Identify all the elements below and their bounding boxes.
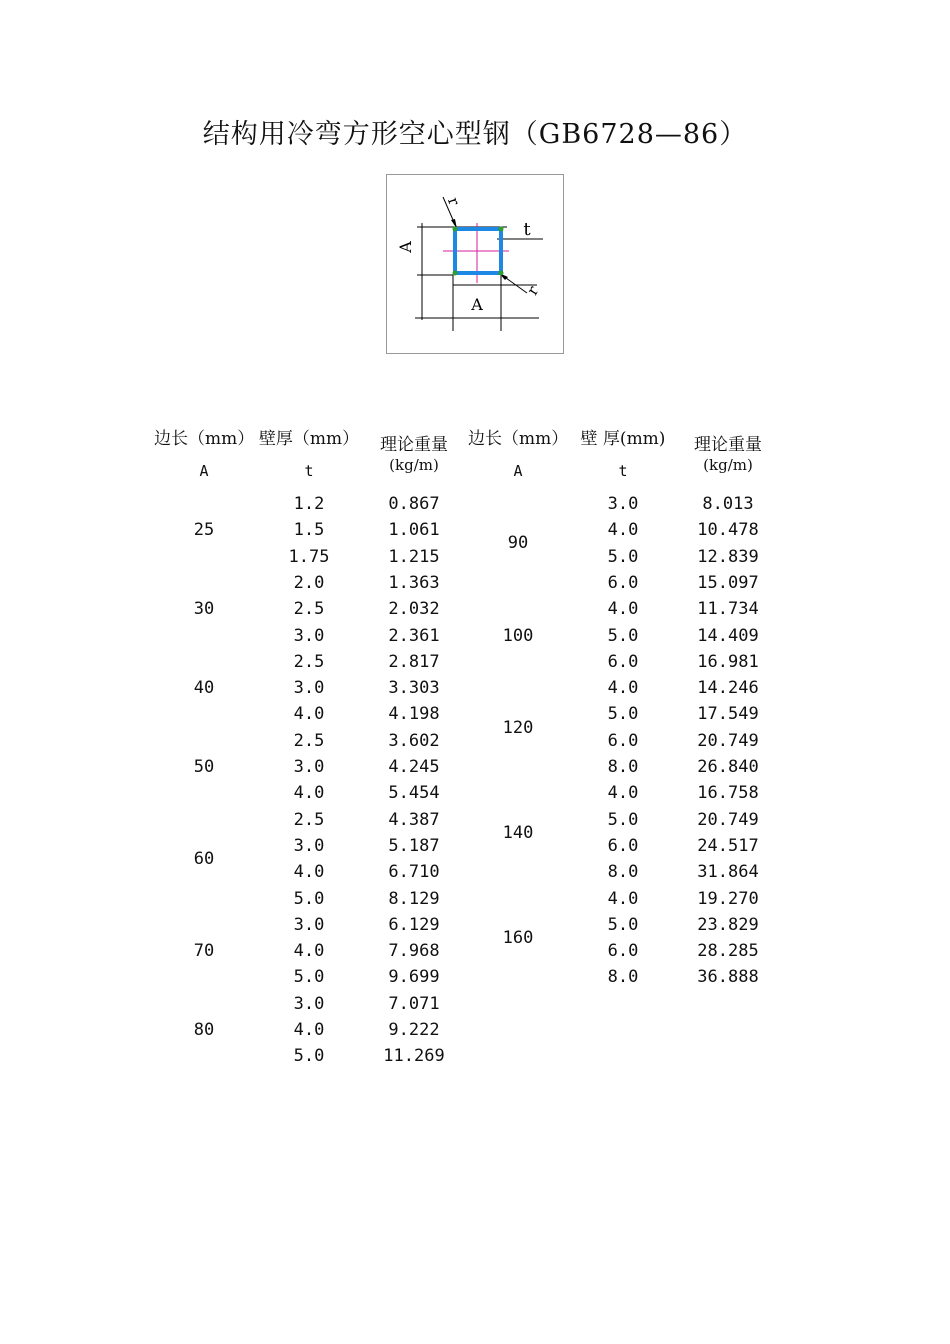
weight-cell: 26.840 bbox=[697, 757, 759, 777]
header-side-sym-left: A bbox=[199, 462, 209, 480]
thickness-cell: 3.0 bbox=[293, 625, 325, 646]
label-A-left: A bbox=[396, 241, 415, 253]
thickness-cell: 3.0 bbox=[293, 993, 325, 1014]
weight-cell: 0.867 bbox=[388, 494, 440, 514]
thickness-cell: 4.0 bbox=[607, 599, 639, 620]
weight-cell: 1.363 bbox=[388, 572, 440, 593]
weight-cell: 5.454 bbox=[388, 783, 440, 804]
side-cell: 100 bbox=[502, 625, 534, 646]
header-thick-left: 壁厚（mm） bbox=[258, 429, 360, 449]
thickness-cell: 3.0 bbox=[293, 914, 325, 935]
thickness-cell: 5.0 bbox=[607, 704, 639, 725]
thickness-cell: 4.0 bbox=[293, 783, 325, 804]
thickness-cell: 6.0 bbox=[607, 572, 639, 593]
thickness-cell: 3.0 bbox=[607, 494, 639, 514]
weight-cell: 28.285 bbox=[697, 941, 759, 962]
thickness-cell: 5.0 bbox=[293, 1046, 325, 1067]
thickness-cell: 1.75 bbox=[288, 546, 330, 567]
thickness-cell: 1.2 bbox=[293, 494, 325, 514]
thickness-cell: 4.0 bbox=[293, 1020, 325, 1040]
thickness-cell: 8.0 bbox=[607, 757, 639, 777]
weight-cell: 7.071 bbox=[388, 993, 440, 1014]
side-cell: 120 bbox=[502, 717, 534, 738]
thickness-cell: 1.5 bbox=[293, 520, 325, 541]
side-cell: 30 bbox=[193, 599, 215, 620]
label-r-top: r bbox=[444, 194, 464, 208]
header-thick-sym-right: t bbox=[618, 462, 628, 480]
side-cell: 80 bbox=[193, 1020, 215, 1040]
label-r-bottom: r bbox=[523, 282, 543, 299]
side-cell: 90 bbox=[507, 533, 529, 554]
weight-cell: 31.864 bbox=[697, 862, 759, 883]
side-cell: 60 bbox=[193, 849, 215, 870]
weight-cell: 11.269 bbox=[383, 1046, 445, 1067]
thickness-cell: 4.0 bbox=[293, 862, 325, 883]
header-thick-right: 壁 厚(mm) bbox=[580, 429, 666, 449]
header-side-right: 边长（mm） bbox=[468, 429, 569, 449]
weight-cell: 24.517 bbox=[697, 835, 759, 856]
thickness-cell: 8.0 bbox=[607, 862, 639, 883]
weight-cell: 8.013 bbox=[702, 494, 754, 514]
weight-cell: 3.602 bbox=[388, 730, 440, 751]
weight-cell: 20.749 bbox=[697, 730, 759, 751]
thickness-cell: 4.0 bbox=[607, 783, 639, 804]
thickness-cell: 5.0 bbox=[293, 967, 325, 988]
thickness-cell: 3.0 bbox=[293, 835, 325, 856]
label-A-bottom: A bbox=[471, 295, 483, 314]
weight-cell: 4.198 bbox=[388, 704, 440, 725]
weight-cell: 4.245 bbox=[388, 757, 440, 777]
weight-cell: 23.829 bbox=[697, 914, 759, 935]
thickness-cell: 3.0 bbox=[293, 678, 325, 699]
thickness-cell: 2.0 bbox=[293, 572, 325, 593]
thickness-cell: 5.0 bbox=[607, 809, 639, 830]
thickness-cell: 3.0 bbox=[293, 757, 325, 777]
thickness-cell: 4.0 bbox=[607, 678, 639, 699]
side-cell: 160 bbox=[502, 927, 534, 948]
weight-cell: 36.888 bbox=[697, 967, 759, 988]
weight-cell: 3.303 bbox=[388, 678, 440, 699]
weight-cell: 9.699 bbox=[388, 967, 440, 988]
weight-cell: 9.222 bbox=[388, 1020, 440, 1040]
thickness-cell: 4.0 bbox=[293, 704, 325, 725]
weight-cell: 5.187 bbox=[388, 835, 440, 856]
weight-cell: 16.758 bbox=[697, 783, 759, 804]
header-weight-left: 理论重量 bbox=[380, 435, 448, 455]
side-cell: 70 bbox=[193, 941, 215, 962]
label-t: t bbox=[523, 219, 531, 240]
weight-cell: 12.839 bbox=[697, 546, 759, 567]
header-weight-right: 理论重量 bbox=[694, 435, 762, 455]
weight-cell: 1.215 bbox=[388, 546, 440, 567]
header-weight-unit-left: (kg/m) bbox=[389, 456, 439, 474]
weight-cell: 20.749 bbox=[697, 809, 759, 830]
cross-section-figure bbox=[386, 174, 564, 354]
weight-cell: 2.032 bbox=[388, 599, 440, 620]
side-cell: 140 bbox=[502, 822, 534, 843]
weight-cell: 2.361 bbox=[388, 625, 440, 646]
thickness-cell: 6.0 bbox=[607, 730, 639, 751]
side-cell: 50 bbox=[193, 757, 215, 777]
thickness-cell: 4.0 bbox=[607, 888, 639, 909]
thickness-cell: 4.0 bbox=[607, 520, 639, 541]
thickness-cell: 2.5 bbox=[293, 730, 325, 751]
side-cell: 40 bbox=[193, 678, 215, 699]
weight-cell: 10.478 bbox=[697, 520, 759, 541]
weight-cell: 14.246 bbox=[697, 678, 759, 699]
thickness-cell: 5.0 bbox=[607, 546, 639, 567]
weight-cell: 6.710 bbox=[388, 862, 440, 883]
weight-cell: 11.734 bbox=[697, 599, 759, 620]
thickness-cell: 2.5 bbox=[293, 809, 325, 830]
thickness-cell: 8.0 bbox=[607, 967, 639, 988]
weight-cell: 7.968 bbox=[388, 941, 440, 962]
weight-cell: 4.387 bbox=[388, 809, 440, 830]
weight-cell: 14.409 bbox=[697, 625, 759, 646]
header-thick-sym-left: t bbox=[304, 462, 314, 480]
weight-cell: 15.097 bbox=[697, 572, 759, 593]
thickness-cell: 6.0 bbox=[607, 835, 639, 856]
side-cell: 25 bbox=[193, 520, 215, 541]
weight-cell: 16.981 bbox=[697, 651, 759, 672]
square-tube-diagram bbox=[387, 175, 565, 355]
weight-cell: 6.129 bbox=[388, 914, 440, 935]
weight-cell: 2.817 bbox=[388, 651, 440, 672]
page-title: 结构用冷弯方形空心型钢（GB6728—86） bbox=[202, 119, 748, 150]
thickness-cell: 5.0 bbox=[607, 914, 639, 935]
thickness-cell: 2.5 bbox=[293, 599, 325, 620]
thickness-cell: 5.0 bbox=[607, 625, 639, 646]
header-side-left: 边长（mm） bbox=[154, 429, 255, 449]
thickness-cell: 5.0 bbox=[293, 888, 325, 909]
thickness-cell: 4.0 bbox=[293, 941, 325, 962]
weight-cell: 1.061 bbox=[388, 520, 440, 541]
header-side-sym-right: A bbox=[513, 462, 523, 480]
header-weight-unit-right: (kg/m) bbox=[703, 456, 753, 474]
weight-cell: 17.549 bbox=[697, 704, 759, 725]
weight-cell: 8.129 bbox=[388, 888, 440, 909]
thickness-cell: 6.0 bbox=[607, 941, 639, 962]
weight-cell: 19.270 bbox=[697, 888, 759, 909]
thickness-cell: 6.0 bbox=[607, 651, 639, 672]
thickness-cell: 2.5 bbox=[293, 651, 325, 672]
